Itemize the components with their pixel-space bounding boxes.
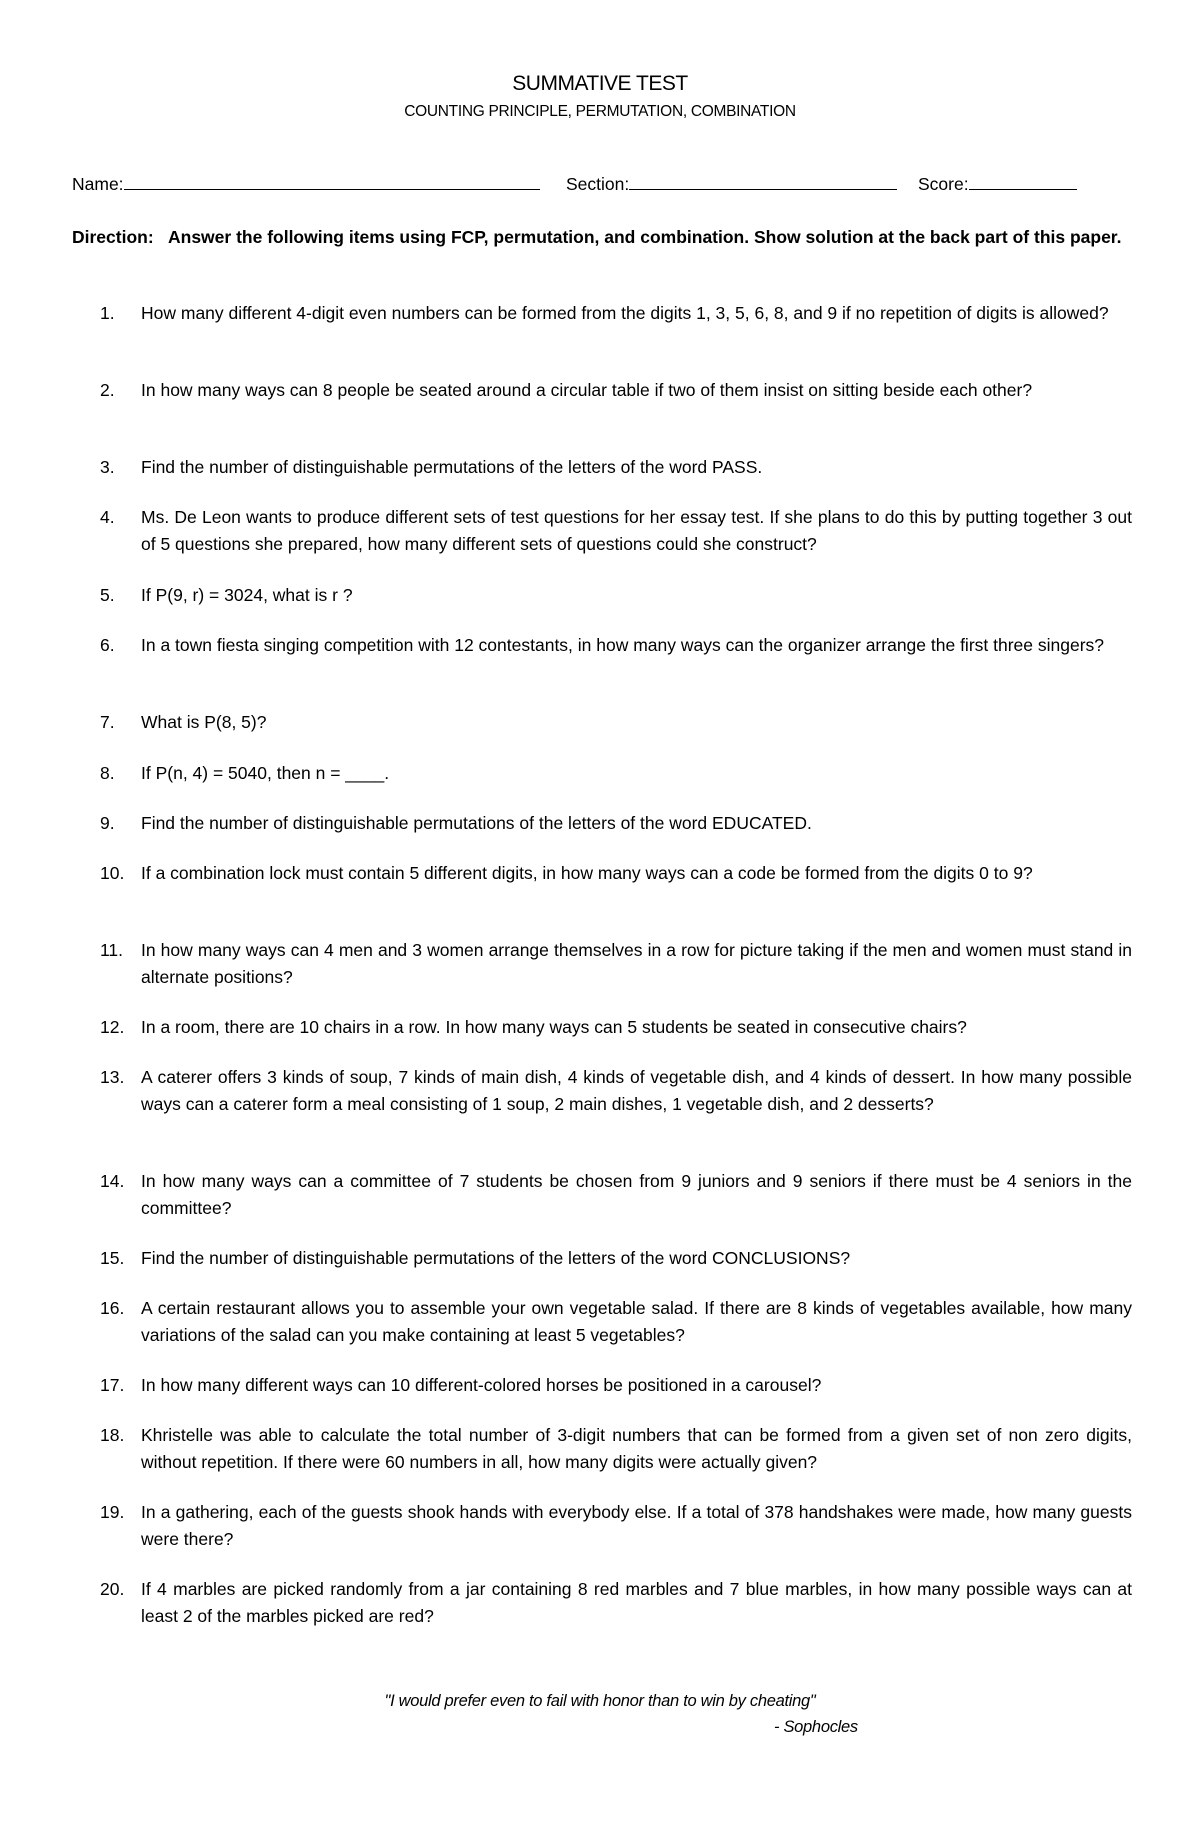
question-item-9	[100, 810, 1132, 837]
question-number: 14.	[100, 1171, 125, 1191]
question-text: A caterer offers 3 kinds of soup, 7 kinds of main dish, 4 kinds of vegetable dish, and 4 kinds of dessert. In how many possible ways can a caterer form a meal consisting of 1 soup, 2 main dishes, 1 vegetable dish, and 2 desserts?	[141, 1067, 1132, 1114]
question-number: 8.	[100, 763, 115, 783]
question-text: If 4 marbles are picked randomly from a jar containing 8 red marbles and 7 blue marbles, in how many possible ways can at least 2 of the marbles picked are red?	[141, 1579, 1132, 1626]
question-text: Khristelle was able to calculate the total number of 3-digit numbers that can be formed from a given set of non zero digits, without repetition. If there were 60 numbers in all, how many digits were actually given?	[141, 1425, 1132, 1472]
direction-label: Direction:	[72, 227, 154, 247]
question-text: Ms. De Leon wants to produce different sets of test questions for her essay test. If she plans to do this by putting together 3 out of 5 questions she prepared, how many different sets of questions could she construct?	[141, 507, 1132, 554]
question-number: 18.	[100, 1425, 125, 1445]
direction-text: Answer the following items using FCP, permutation, and combination. Show solution at the back part of this paper.	[168, 227, 1122, 247]
question-text: In how many ways can 4 men and 3 women arrange themselves in a row for picture taking if the men and women must stand in alternate positions?	[141, 940, 1132, 987]
section-label: Section:	[566, 174, 630, 194]
question-number: 17.	[100, 1375, 125, 1395]
question-text: Find the number of distinguishable permutations of the letters of the word CONCLUSIONS?	[141, 1248, 851, 1268]
question-text: Find the number of distinguishable permutations of the letters of the word EDUCATED.	[141, 813, 812, 833]
question-number: 4.	[100, 507, 115, 527]
page-subtitle: COUNTING PRINCIPLE, PERMUTATION, COMBINATION	[404, 103, 796, 120]
question-number: 20.	[100, 1579, 125, 1599]
question-text: If P(n, 4) = 5040, then n = ____.	[141, 763, 390, 783]
question-item-1	[100, 300, 1132, 327]
question-item-18	[100, 1422, 1132, 1475]
score-field[interactable]	[918, 172, 1077, 195]
question-item-7	[100, 709, 1132, 736]
question-item-15	[100, 1245, 1132, 1272]
question-number: 9.	[100, 813, 115, 833]
quote-author: - Sophocles	[774, 1718, 858, 1736]
question-text: In how many different ways can 10 different-colored horses be positioned in a carousel?	[141, 1375, 822, 1395]
question-text: If a combination lock must contain 5 different digits, in how many ways can a code be formed from the digits 0 to 9?	[141, 863, 1033, 883]
question-number: 3.	[100, 457, 115, 477]
question-item-14	[100, 1168, 1132, 1221]
question-item-10	[100, 860, 1132, 887]
question-item-17	[100, 1372, 1132, 1399]
name-field[interactable]	[72, 172, 540, 195]
score-blank[interactable]	[969, 172, 1077, 190]
question-item-20	[100, 1576, 1132, 1629]
question-item-12	[100, 1014, 1132, 1041]
section-field[interactable]	[566, 172, 897, 195]
question-text: In how many ways can 8 people be seated around a circular table if two of them insist on sitting beside each other?	[141, 380, 1033, 400]
question-number: 6.	[100, 635, 115, 655]
question-text: In a gathering, each of the guests shook hands with everybody else. If a total of 378 handshakes were made, how many guests were there?	[141, 1502, 1132, 1549]
page-title: SUMMATIVE TEST	[512, 72, 688, 95]
question-number: 16.	[100, 1298, 125, 1318]
footer-quote: "I would prefer even to fail with honor than to win by cheating"	[384, 1692, 816, 1710]
question-text: How many different 4-digit even numbers can be formed from the digits 1, 3, 5, 6, 8, and 9 if no repetition of digits is allowed?	[141, 303, 1109, 323]
question-text: In a town fiesta singing competition with 12 contestants, in how many ways can the organizer arrange the first three singers?	[141, 635, 1105, 655]
question-text: A certain restaurant allows you to assemble your own vegetable salad. If there are 8 kinds of vegetables available, how many variations of the salad can you make containing at least 5 vegetables?	[141, 1298, 1132, 1345]
question-number: 19.	[100, 1502, 125, 1522]
question-item-3	[100, 454, 1132, 481]
question-number: 13.	[100, 1067, 125, 1087]
question-text: In how many ways can a committee of 7 students be chosen from 9 juniors and 9 seniors if there must be 4 seniors in the committee?	[141, 1171, 1132, 1218]
question-number: 10.	[100, 863, 125, 883]
name-label: Name:	[72, 174, 124, 194]
section-blank[interactable]	[629, 172, 897, 190]
question-number: 12.	[100, 1017, 125, 1037]
question-item-8	[100, 760, 1132, 787]
direction-block	[72, 224, 1132, 250]
name-blank[interactable]	[124, 172, 540, 190]
question-number: 7.	[100, 712, 115, 732]
question-number: 5.	[100, 585, 115, 605]
question-text: Find the number of distinguishable permutations of the letters of the word PASS.	[141, 457, 763, 477]
question-item-19	[100, 1499, 1132, 1552]
question-text: If P(9, r) = 3024, what is r ?	[141, 585, 353, 605]
question-item-16	[100, 1295, 1132, 1348]
question-number: 15.	[100, 1248, 125, 1268]
question-item-4	[100, 504, 1132, 557]
question-number: 2.	[100, 380, 115, 400]
question-text: What is P(8, 5)?	[141, 712, 267, 732]
question-number: 11.	[100, 940, 124, 960]
question-item-13	[100, 1064, 1132, 1117]
question-item-5	[100, 582, 1132, 609]
question-text: In a room, there are 10 chairs in a row. In how many ways can 5 students be seated in consecutive chairs?	[141, 1017, 967, 1037]
question-item-11	[100, 937, 1132, 990]
question-number: 1.	[100, 303, 115, 323]
score-label: Score:	[918, 174, 969, 194]
question-item-2	[100, 377, 1132, 404]
question-item-6	[100, 632, 1132, 659]
